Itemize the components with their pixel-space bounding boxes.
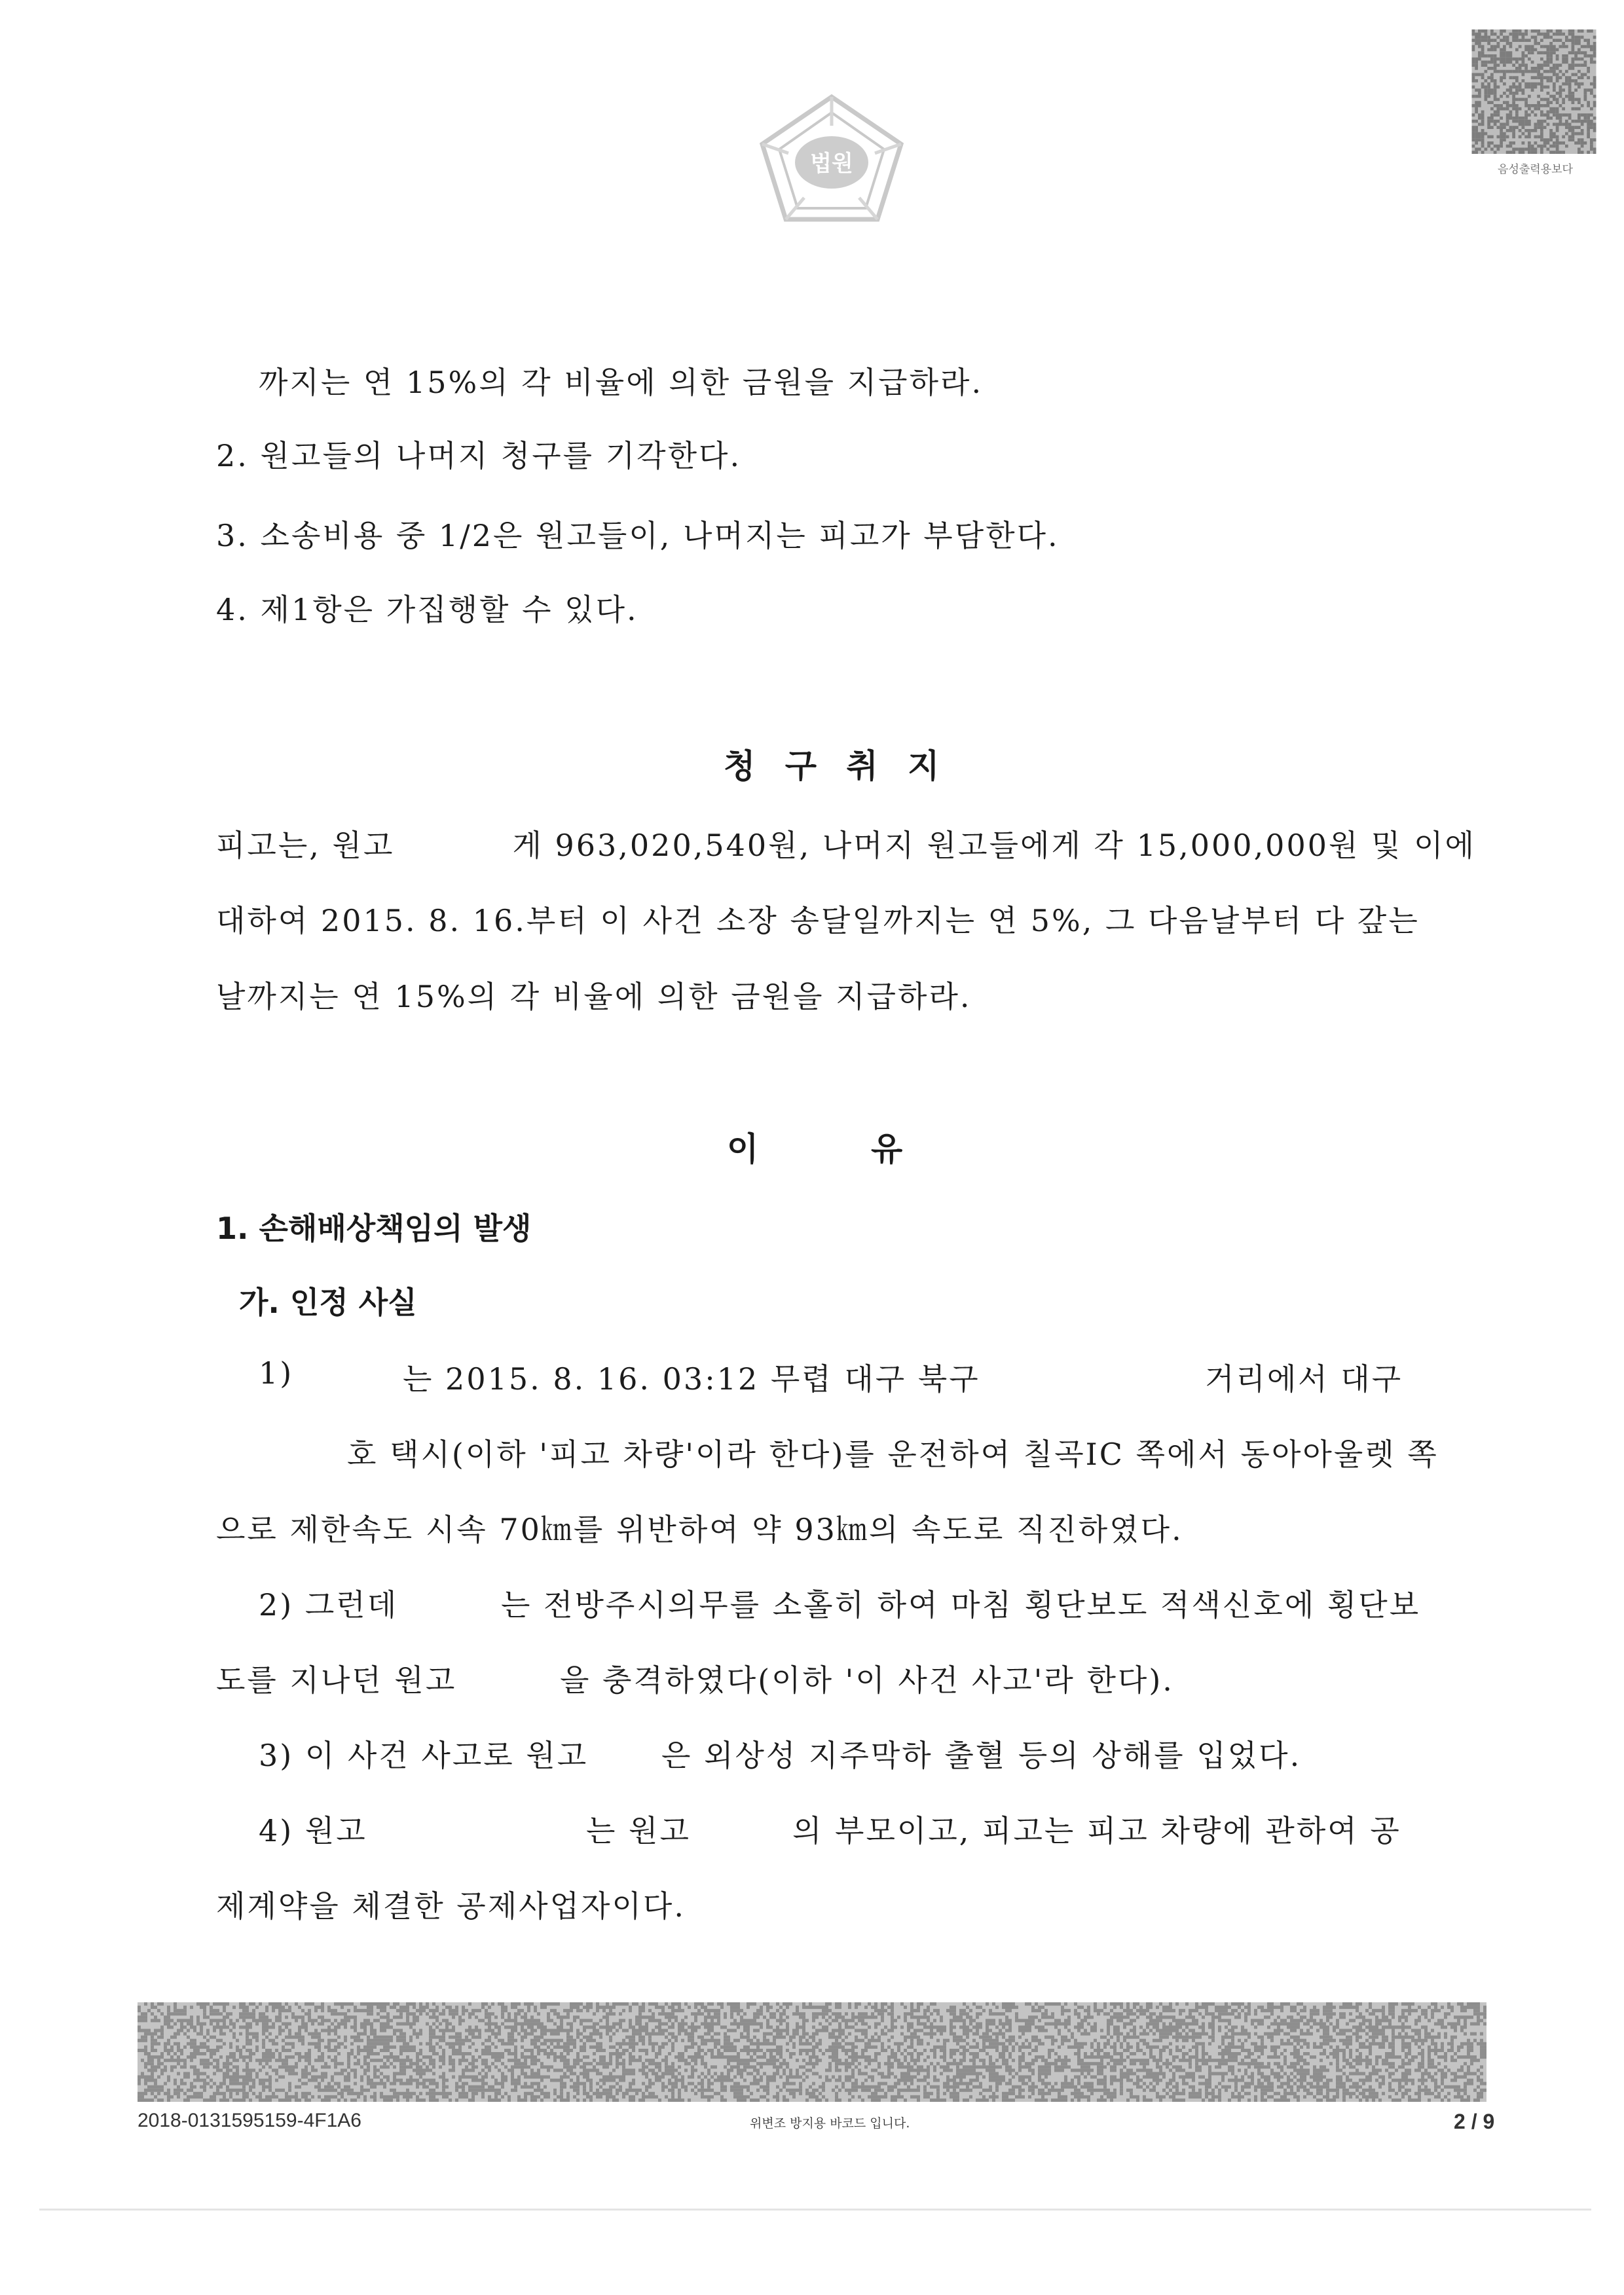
subsection-a-heading: 가. 인정 사실 [239, 1285, 417, 1320]
document-id: 2018-0131595159-4F1A6 [138, 2110, 361, 2131]
fact-4-line-d: 제계약을 체결한 공제사업자이다. [216, 1888, 686, 1924]
reason-title-right: 유 [871, 1130, 903, 1168]
fact-1-line-c: 호 택시(이하 '피고 차량'이라 한다)를 운전하여 칠곡IC 쪽에서 동아아울렛 쪽 [347, 1437, 1439, 1472]
fact-1-number: 1) [259, 1355, 294, 1391]
order-item-3: 3. 소송비용 중 1/2은 원고들이, 나머지는 피고가 부담한다. [216, 518, 1060, 553]
order-continuation: 까지는 연 15%의 각 비율에 의한 금원을 지급하라. [259, 365, 984, 400]
court-seal-logo [747, 85, 917, 236]
anti-forgery-2d-code [1470, 29, 1598, 154]
qr-caption: 음성출력용보다 [1498, 163, 1573, 176]
claim-line-1b: 게 963,020,540원, 나머지 원고들에게 각 15,000,000원 및 이에 [512, 828, 1476, 863]
fact-1-line-d: 으로 제한속도 시속 70㎞를 위반하여 약 93㎞의 속도로 직진하였다. [216, 1512, 1183, 1547]
page-number: 2 / 9 [1454, 2110, 1495, 2133]
claim-line-1 [216, 822, 1476, 865]
order-item-2: 2. 원고들의 나머지 청구를 기각한다. [216, 438, 742, 473]
fact-3-line-a: 3) 이 사건 사고로 원고 [259, 1738, 589, 1773]
claim-line-2: 대하여 2015. 8. 16.부터 이 사건 소장 송달일까지는 연 5%, 그 다음날부터 다 갚는 [216, 903, 1420, 938]
claim-title: 청 구 취 지 [724, 747, 949, 785]
fact-2-line-b: 는 전방주시의무를 소홀히 하여 마침 횡단보도 적색신호에 횡단보 [501, 1587, 1421, 1623]
order-item-4: 4. 제1항은 가집행할 수 있다. [216, 592, 638, 627]
fact-2-line-a: 2) 그런데 [259, 1587, 399, 1623]
svg-text:법원: 법원 [810, 151, 853, 177]
bottom-rule [39, 2209, 1591, 2211]
fact-2-line-c: 도를 지나던 원고 [216, 1662, 457, 1698]
anti-forgery-barcode [138, 2002, 1486, 2102]
claim-line-1a: 피고는, 원고 [216, 828, 395, 863]
fact-1-line-b: 거리에서 대구 [1205, 1361, 1403, 1397]
barcode-note: 위변조 방지용 바코드 입니다. [750, 2116, 910, 2131]
fact-1-line-a: 는 2015. 8. 16. 03:12 무렵 대구 북구 [403, 1361, 980, 1397]
fact-4-line-c: 의 부모이고, 피고는 피고 차량에 관하여 공 [792, 1813, 1401, 1848]
claim-line-3: 날까지는 연 15%의 각 비율에 의한 금원을 지급하라. [216, 979, 972, 1014]
fact-4-line-b: 는 원고 [586, 1813, 691, 1848]
fact-3-line-b: 은 외상성 지주막하 출혈 등의 상해를 입었다. [661, 1738, 1302, 1773]
section-1-heading: 1. 손해배상책임의 발생 [216, 1211, 532, 1246]
fact-2-line-d: 을 충격하였다(이하 '이 사건 사고'라 한다). [560, 1662, 1174, 1698]
reason-title-left: 이 [727, 1130, 759, 1168]
fact-4-line-a: 4) 원고 [259, 1813, 367, 1848]
